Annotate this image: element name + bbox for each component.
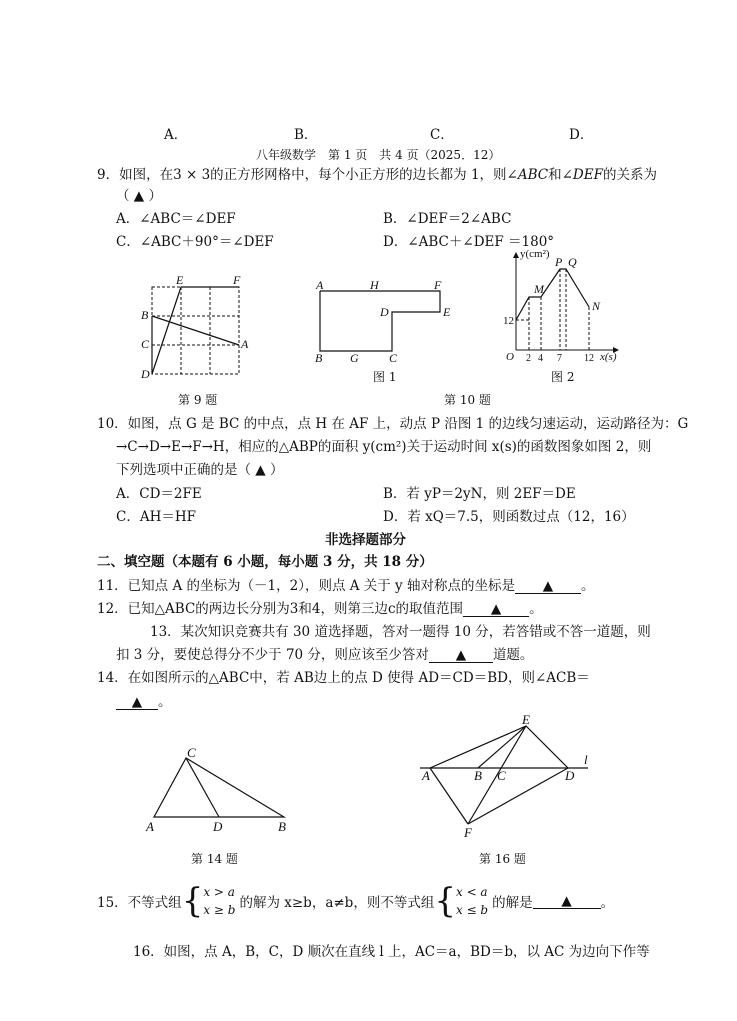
label-d: D	[141, 367, 150, 381]
sys1-line2: x ≥ b	[203, 903, 236, 917]
label-b: B	[315, 351, 323, 365]
segment-cd	[186, 758, 219, 817]
q10-line2: →C→D→E→F→H，相应的△ABP的面积 y(cm²)关于运动时间 x(s)的函数图象如图 2，则	[116, 439, 652, 455]
q9-text: 9．如图，在3 × 3的正方形网格中，每个小正方形的边长都为 1，则∠ABC和∠DEF的关系为	[97, 167, 657, 183]
q9-option-c: C．∠ABC＋90°＝∠DEF	[116, 234, 274, 250]
label-f: F	[233, 273, 241, 287]
label-c: C	[497, 768, 506, 783]
triangle-bde	[430, 726, 568, 768]
figure-10-2	[500, 245, 625, 365]
q10-line1: 10．如图，点 G 是 BC 的中点，点 H 在 AF 上，动点 P 沿图 1 的边线匀速运动，运动路径为：G	[97, 416, 689, 432]
q12: 12．已知△ABC的两边长分别为3和4，则第三边c的取值范围 ▲ 。	[97, 601, 543, 617]
fig16-caption: 第 16 题	[479, 852, 526, 866]
brace-2: {	[434, 881, 456, 921]
xtick-2: 2	[526, 353, 531, 364]
figure-16	[410, 708, 600, 843]
graph-line	[516, 269, 589, 320]
q10-line3: 下列选项中正确的是（ ▲ ）	[116, 462, 284, 478]
point-q: Q	[568, 255, 577, 269]
label-h: H	[370, 278, 379, 292]
label-a: A	[422, 768, 430, 783]
figure-outline	[320, 291, 440, 351]
q9-option-d: D．∠ABC＋∠DEF ＝180°	[383, 234, 555, 250]
point-n: N	[592, 299, 601, 313]
fig9-caption: 第 9 题	[178, 393, 218, 407]
sys2-line1: x < a	[455, 885, 488, 899]
q8-option-d: D．	[569, 127, 594, 143]
label-l: l	[584, 752, 588, 767]
q16-line1: 16．如图，点 A，B，C，D 顺次在直线 l 上，AC＝a，BD＝b，以 AC 为边向下作等	[133, 944, 650, 960]
label-b: B	[474, 768, 482, 783]
q11: 11．已知点 A 的坐标为（－1，2），则点 A 关于 y 轴对称点的坐标是 ▲ 。	[97, 578, 595, 594]
q10-option-a: A．CD＝2FE	[116, 486, 202, 502]
page-footer: 八年级数学 第 1 页 共 4 页（2025．12）	[256, 148, 501, 162]
sys2-line2: x ≤ b	[455, 903, 489, 917]
label-e: E	[176, 273, 184, 287]
fig10-caption: 第 10 题	[444, 393, 491, 407]
y-axis-label: y(cm²)	[520, 248, 550, 260]
q9-paren: （ ▲ ）	[116, 188, 162, 204]
sys1-line1: x > a	[203, 885, 235, 899]
q10-option-c: C．AH＝HF	[116, 509, 196, 525]
segment-ba	[152, 316, 239, 345]
figure-9	[130, 270, 250, 382]
q9-option-a: A．∠ABC＝∠DEF	[116, 211, 236, 227]
label-e: E	[522, 712, 530, 727]
q13-line2: 扣 3 分，要使总得分不少于 70 分，则应该至少答对 ▲ 道题。	[116, 647, 534, 663]
q8-option-c: C．	[430, 127, 454, 143]
q14-blank: ▲	[116, 695, 158, 710]
label-c: C	[389, 351, 398, 365]
part2-title: 二、填空题（本题有 6 小题，每小题 3 分，共 18 分）	[97, 554, 433, 570]
origin-label: O	[506, 351, 514, 363]
label-a: A	[146, 819, 154, 834]
label-d: D	[380, 305, 389, 319]
brace-1: {	[181, 881, 204, 921]
label-b: B	[141, 308, 149, 322]
label-d: D	[213, 819, 223, 834]
label-g: G	[350, 351, 359, 365]
label-c: C	[141, 337, 150, 351]
q15: 15．不等式组 { x > a x ≥ b 的解为 x≥b，a≠b，则不等式组 { x < a x ≤ b 的解是 ▲ 。	[97, 881, 615, 921]
triangle-abc	[154, 758, 284, 817]
fig10-1-caption: 图 1	[373, 370, 397, 384]
q10-option-b: B．若 yP＝2yN，则 2EF＝DE	[383, 486, 576, 502]
q8-option-b: B．	[294, 127, 318, 143]
label-f: F	[464, 825, 472, 840]
q12-blank: ▲	[463, 602, 529, 617]
q15-blank: ▲	[533, 894, 601, 909]
q10-option-d: D．若 xQ＝7.5，则函数过点（12，16）	[383, 509, 635, 525]
q9-option-b: B．∠DEF＝2∠ABC	[383, 211, 512, 227]
q11-blank: ▲	[515, 579, 581, 594]
label-b: B	[278, 819, 286, 834]
label-f: F	[434, 278, 442, 292]
label-c: C	[187, 745, 196, 760]
section-title: 非选择题部分	[325, 532, 406, 548]
q14-line1: 14．在如图所示的△ABC中，若 AB边上的点 D 使得 AD＝CD＝BD，则∠ACB＝	[97, 670, 590, 686]
label-a: A	[241, 337, 249, 351]
ytick-12: 12	[503, 315, 514, 327]
q8-option-a: A．	[164, 127, 188, 143]
label-a: A	[316, 278, 324, 292]
figure-10-1	[310, 275, 460, 370]
label-d: D	[565, 768, 575, 783]
segment-ed	[152, 287, 181, 374]
q13-blank: ▲	[429, 648, 493, 663]
point-p: P	[555, 255, 563, 269]
x-axis-label: x(s)	[600, 351, 617, 363]
q13-line1: 13．某次知识竞赛共有 30 道选择题，答对一题得 10 分，若答错或不答一道题，则	[150, 624, 651, 640]
xtick-4: 4	[538, 353, 543, 364]
figure-14	[140, 745, 300, 835]
q14-line2: ▲ 。	[116, 690, 172, 710]
label-e: E	[443, 305, 451, 319]
xtick-7: 7	[557, 353, 562, 364]
xtick-12: 12	[584, 353, 594, 364]
fig10-2-caption: 图 2	[551, 370, 575, 384]
fig14-caption: 第 14 题	[191, 852, 238, 866]
point-m: M	[534, 282, 544, 296]
